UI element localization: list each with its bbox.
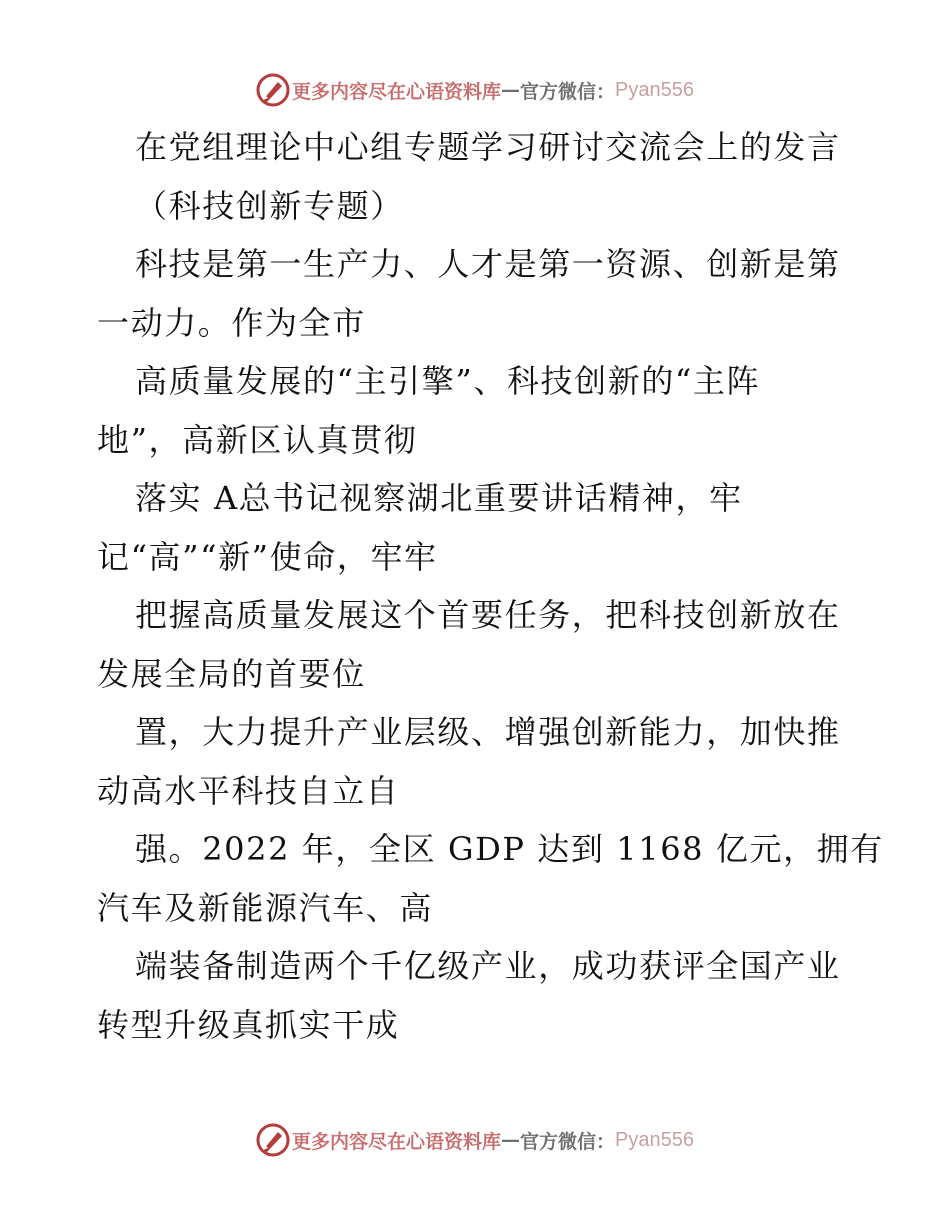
document-subtitle: （科技创新专题） <box>135 186 404 225</box>
header-watermark-banner <box>0 70 950 110</box>
paragraph-line: 强。2022 年，全区 GDP 达到 1168 亿元，拥有 <box>135 830 884 868</box>
banner-main-text: 更多内容尽在心语资料库 <box>292 80 502 103</box>
paragraph-line: 一动力。作为全市 <box>97 303 366 342</box>
pen-logo-icon <box>256 1123 290 1157</box>
paragraph-line: 汽车及新能源汽车、高 <box>97 888 434 927</box>
paragraph-line: 科技是第一生产力、人才是第一资源、创新是第 <box>135 245 841 283</box>
paragraph-line: 地”，高新区认真贯彻 <box>97 420 418 459</box>
paragraph-line: 把握高质量发展这个首要任务，把科技创新放在 <box>135 596 841 634</box>
banner-wechat-label: 官方微信： <box>520 80 616 103</box>
banner-wechat-id: Pyan556 <box>615 1128 694 1151</box>
document-title: 在党组理论中心组专题学习研讨交流会上的发言 <box>135 128 841 166</box>
banner-dash: — <box>501 79 521 101</box>
banner-wechat-id: Pyan556 <box>615 78 694 101</box>
pen-logo-icon <box>256 73 290 107</box>
paragraph-line: 落实 A总书记视察湖北重要讲话精神，牢 <box>135 479 743 517</box>
paragraph-line: 转型升级真抓实干成 <box>97 1005 400 1044</box>
paragraph-line: 置，大力提升产业层级、增强创新能力，加快推 <box>135 713 841 751</box>
paragraph-line: 高质量发展的“主引擎”、科技创新的“主阵 <box>135 362 761 400</box>
banner-dash: — <box>501 1129 521 1151</box>
paragraph-line: 记“高”“新”使命，牢牢 <box>97 537 438 576</box>
banner-wechat-label: 官方微信： <box>520 1130 616 1153</box>
paragraph-line: 动高水平科技自立自 <box>97 771 400 810</box>
paragraph-line: 发展全局的首要位 <box>97 654 366 693</box>
paragraph-line: 端装备制造两个千亿级产业，成功获评全国产业 <box>135 947 841 985</box>
banner-main-text: 更多内容尽在心语资料库 <box>292 1130 502 1153</box>
footer-watermark-banner <box>0 1120 950 1160</box>
document-body <box>97 118 884 1054</box>
